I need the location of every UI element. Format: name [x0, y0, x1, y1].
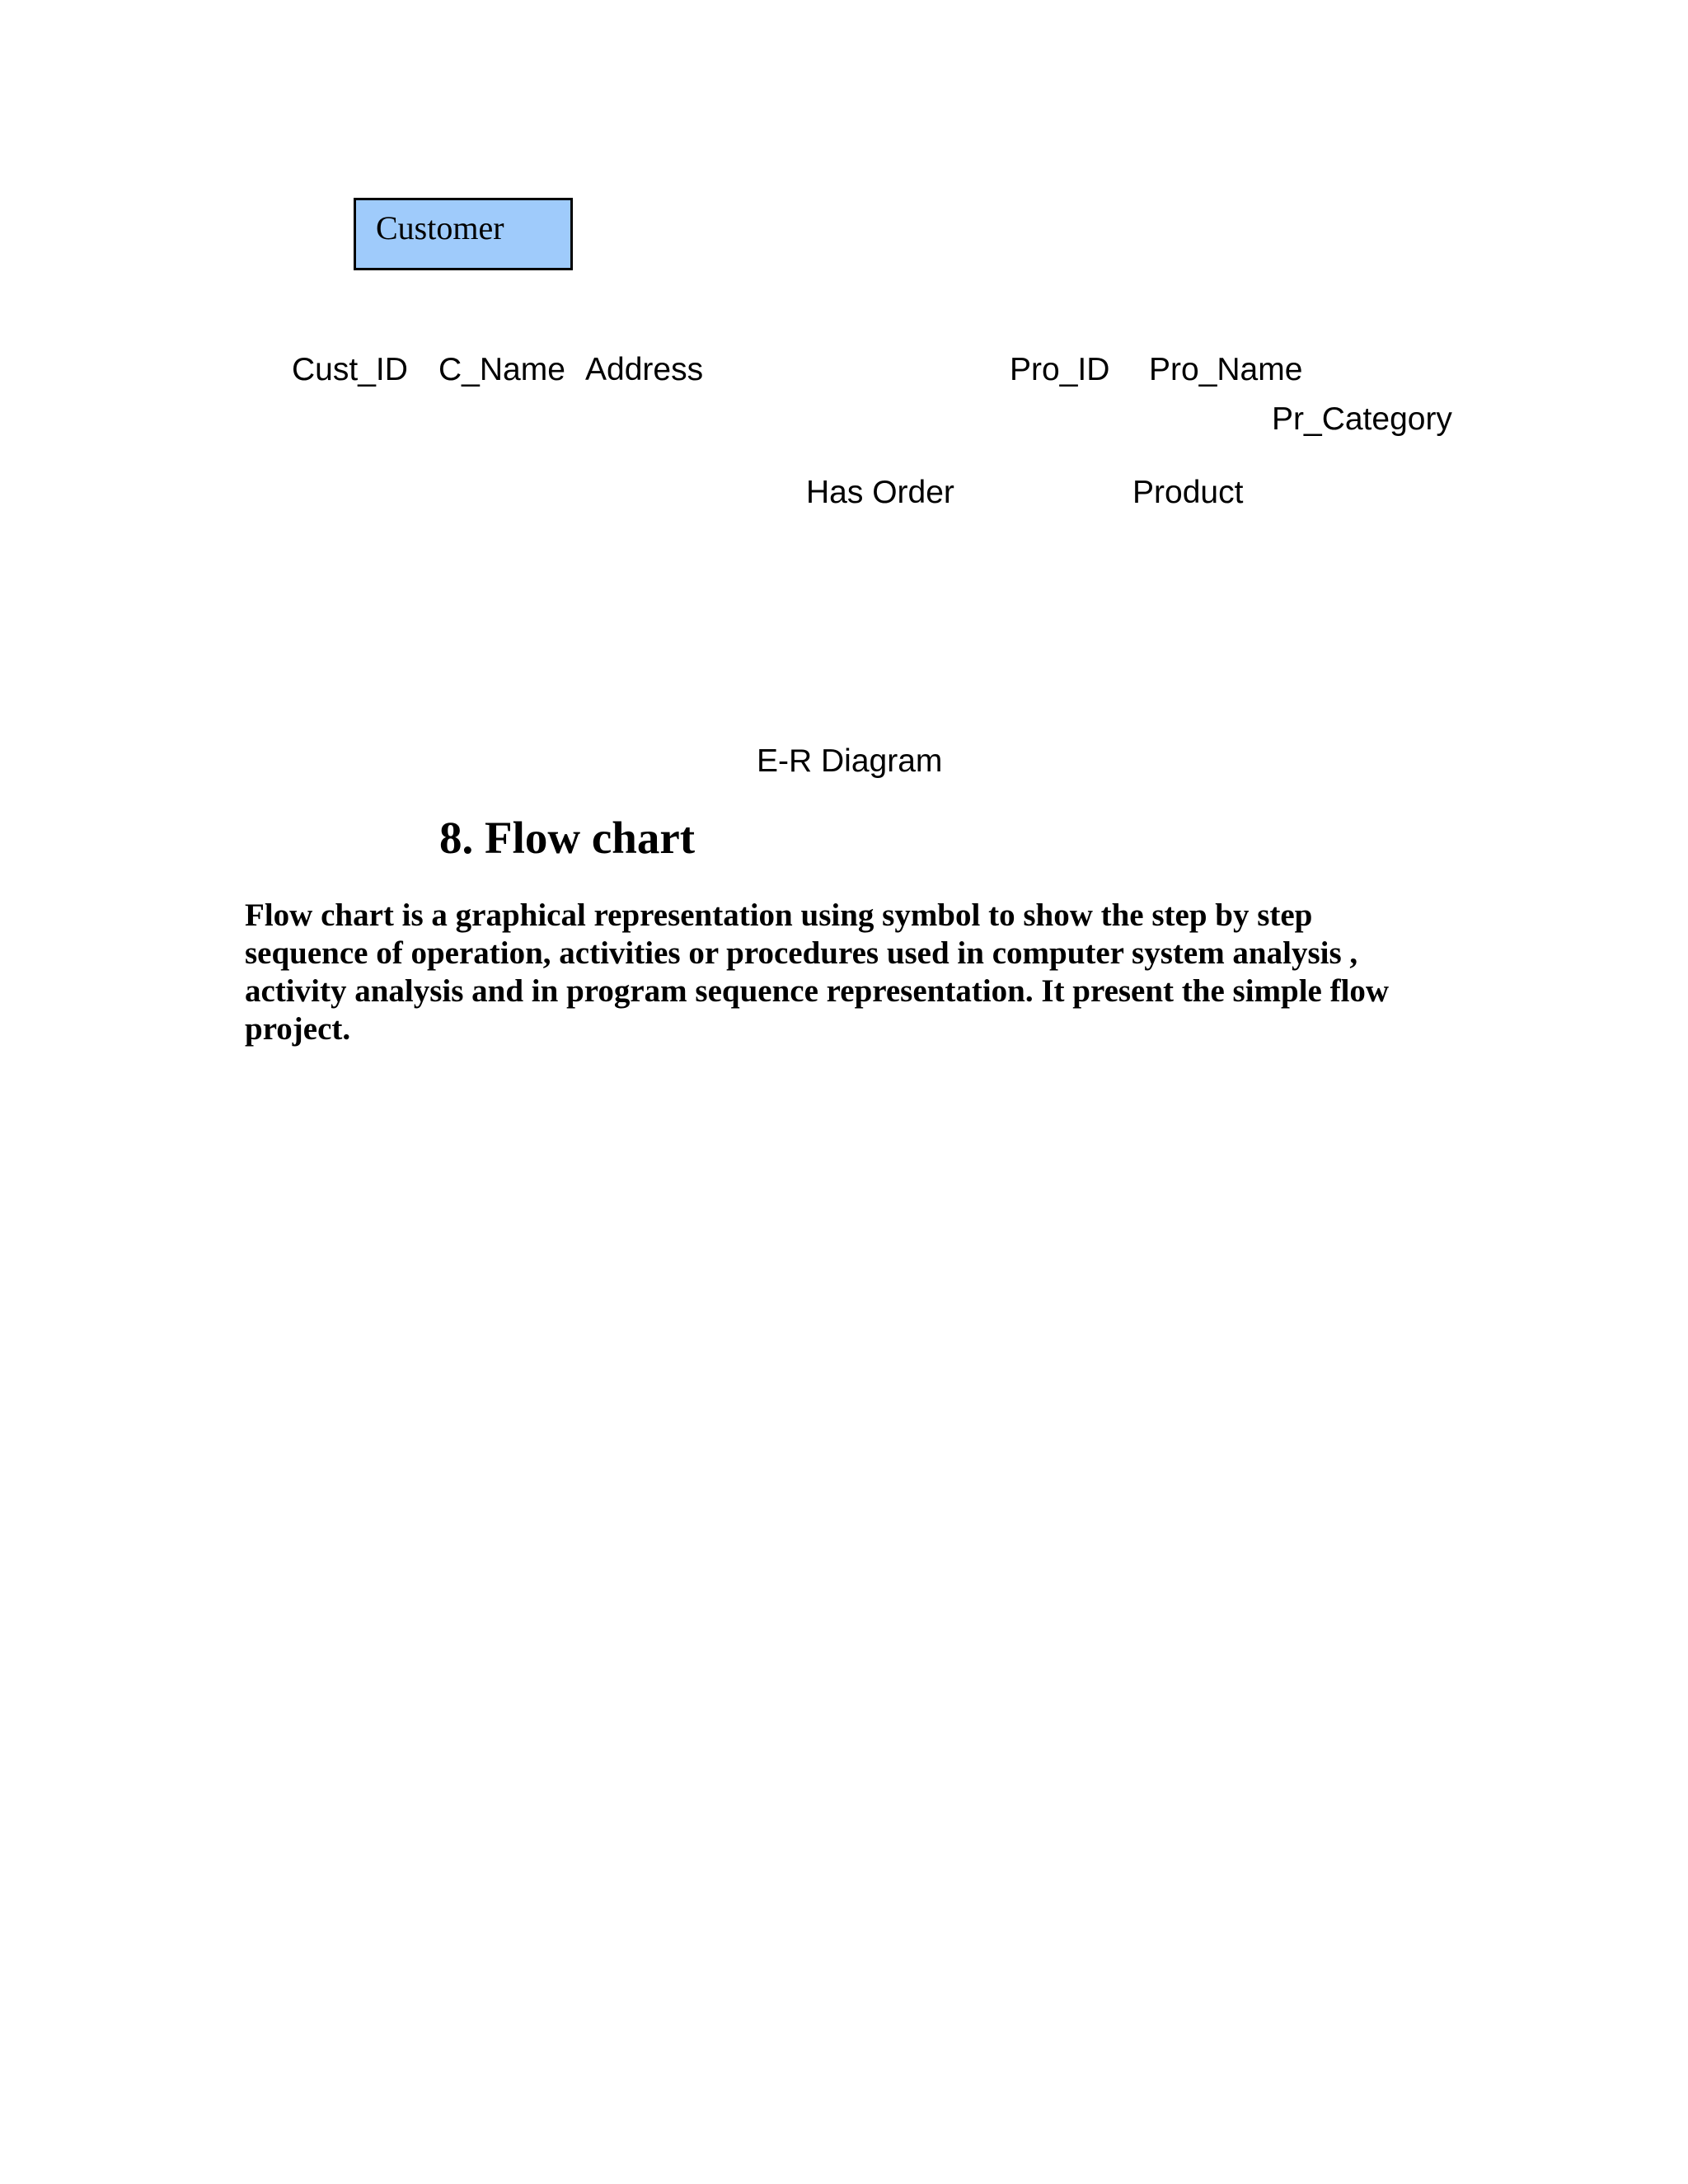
diagram-caption: E-R Diagram	[757, 743, 943, 779]
section-paragraph	[245, 897, 1465, 1048]
attribute-cust-id: Cust_ID	[292, 352, 408, 387]
paragraph-line: sequence of operation, activities or procedures used in computer system analysis ,	[245, 935, 1358, 971]
product-entity-label: Product	[1132, 475, 1244, 510]
paragraph-line: project.	[245, 1011, 351, 1047]
attribute-address: Address	[585, 352, 704, 387]
attribute-pr-category: Pr_Category	[1272, 401, 1452, 437]
paragraph-line: Flow chart is a graphical representation using symbol to show the step by step	[245, 898, 1313, 933]
relationship-has-order: Has Order	[806, 475, 954, 510]
attribute-pro-name: Pro_Name	[1149, 352, 1303, 387]
section-heading: 8. Flow chart	[439, 813, 696, 863]
paragraph-line: activity analysis and in program sequence representation. It present the simple flow	[245, 973, 1390, 1009]
attribute-pro-id: Pro_ID	[1010, 352, 1110, 387]
customer-entity-box	[354, 198, 573, 270]
attribute-c-name: C_Name	[438, 352, 565, 387]
customer-entity-label: Customer	[376, 209, 504, 246]
